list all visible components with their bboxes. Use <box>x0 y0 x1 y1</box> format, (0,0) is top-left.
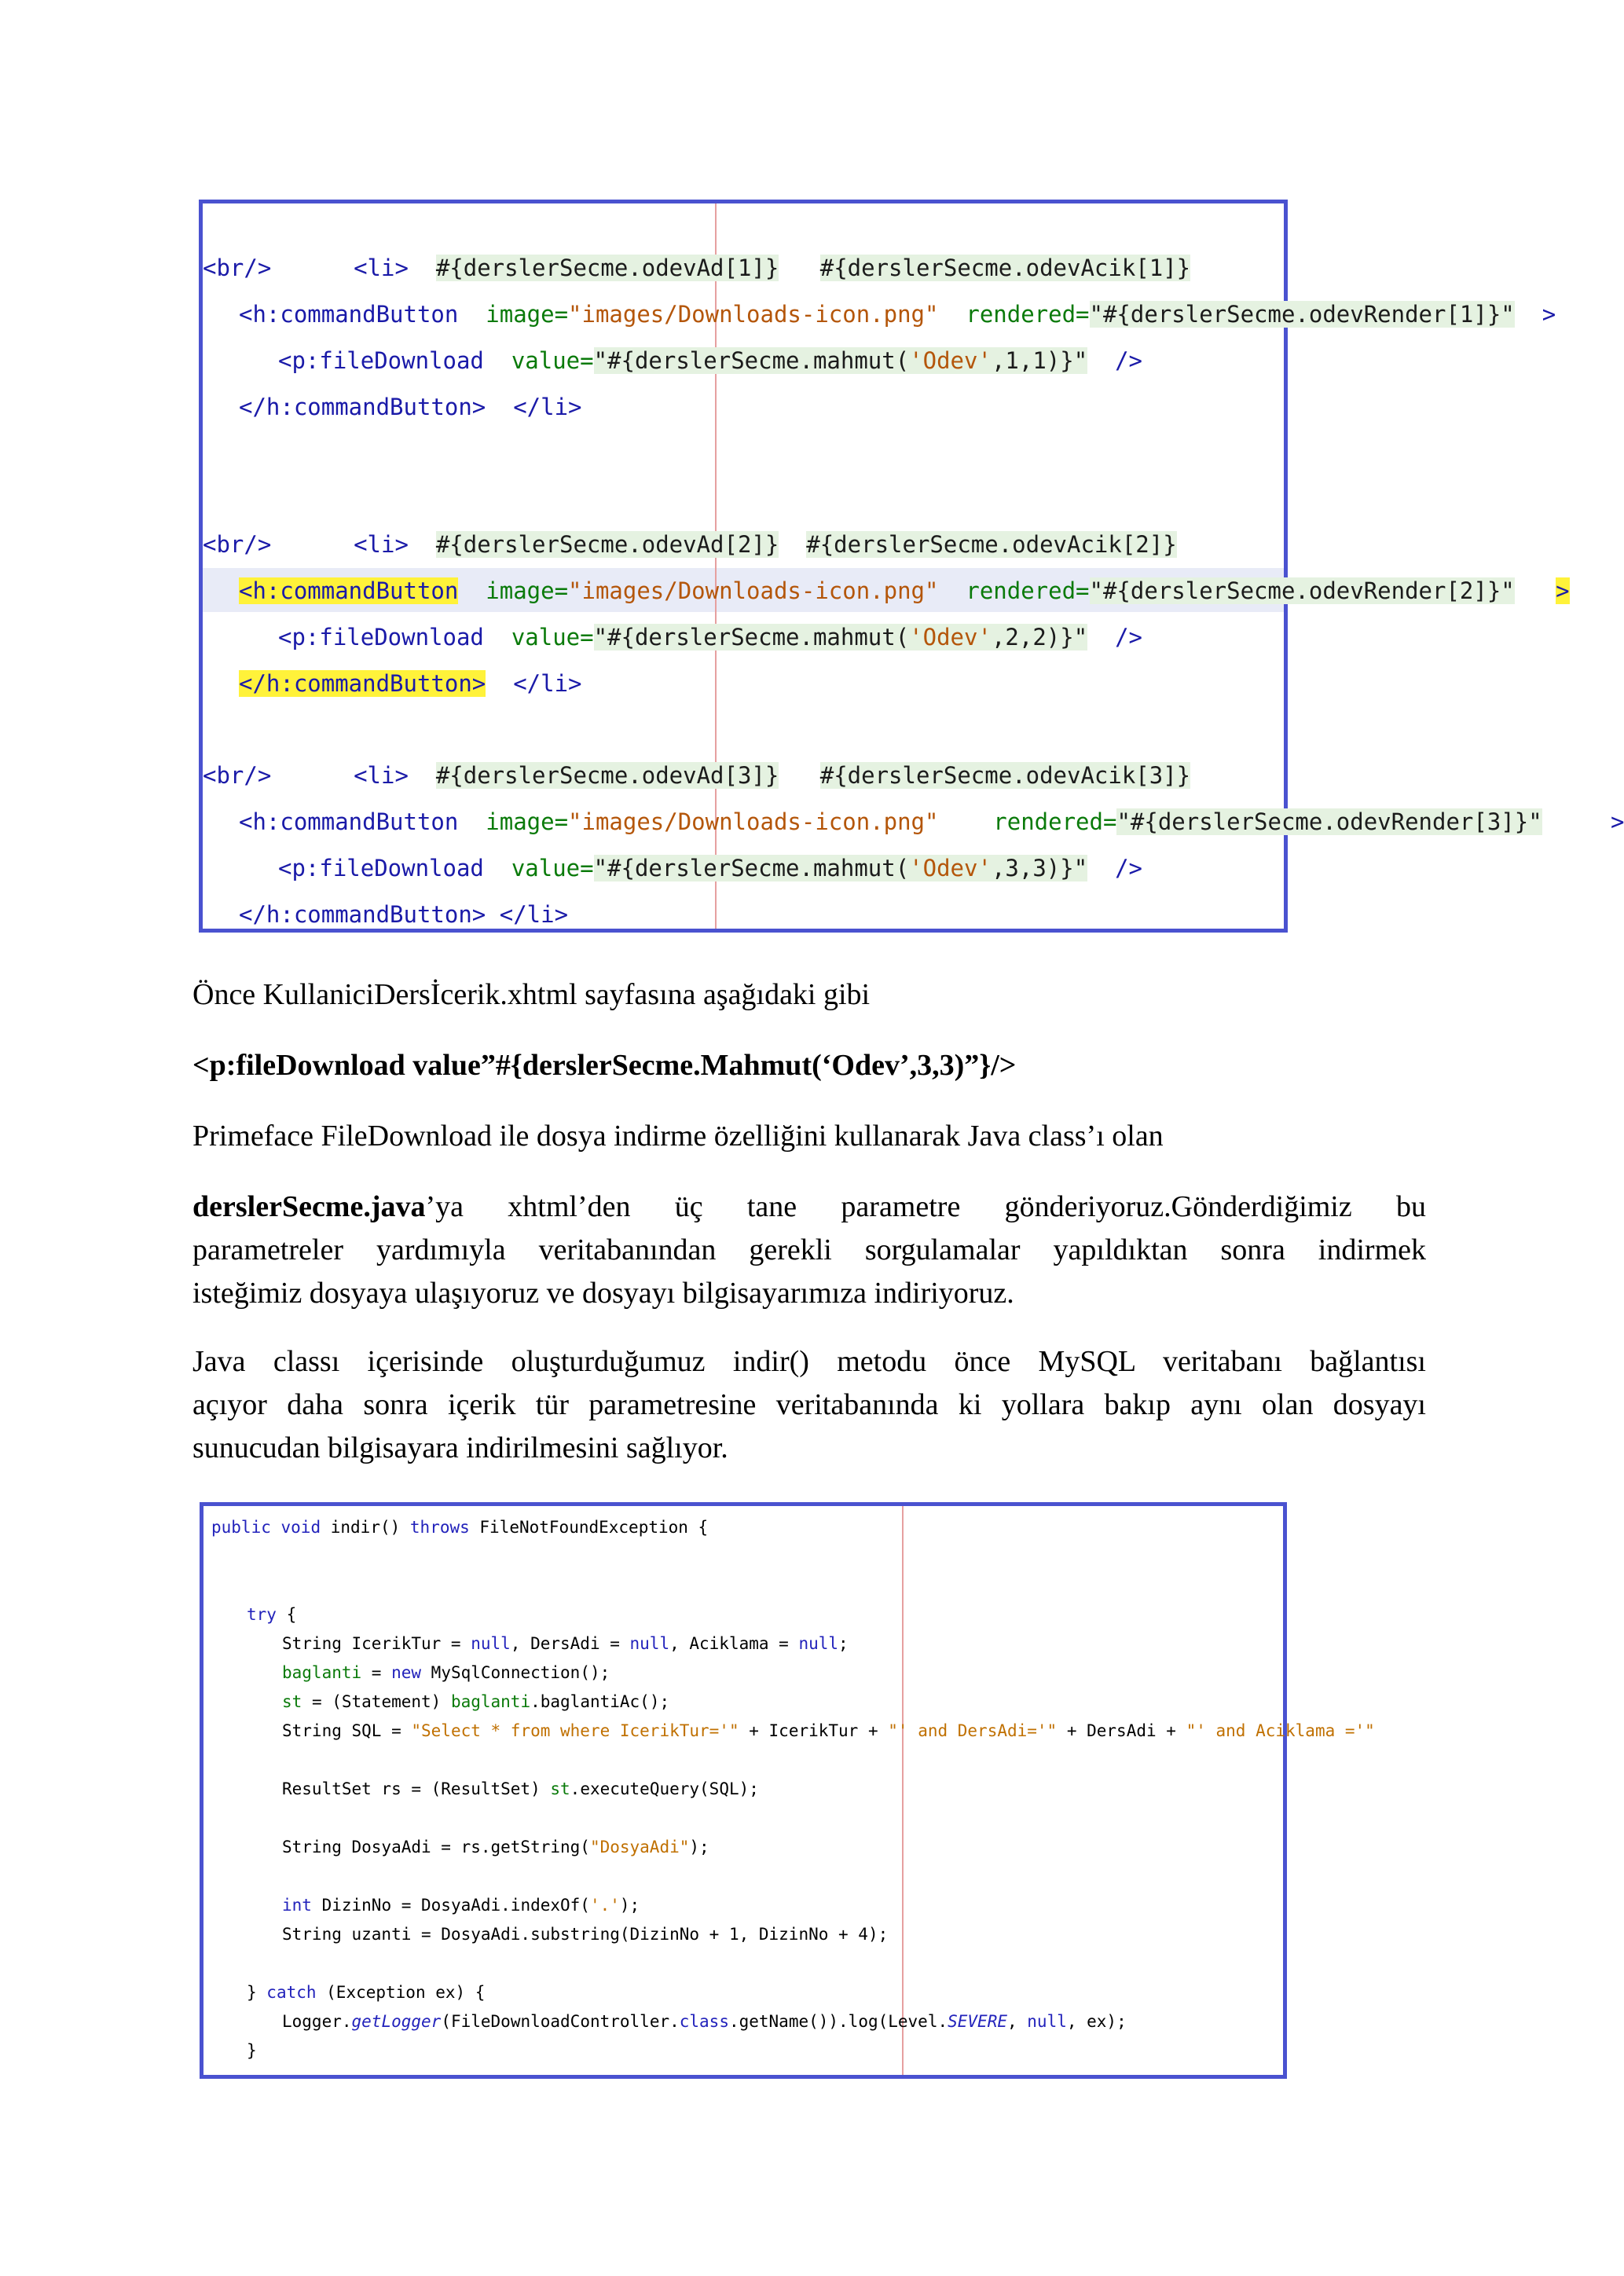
value-attr: value= <box>511 624 594 651</box>
java-code-screenshot <box>200 1502 1375 2079</box>
value-attr: value= <box>511 347 594 374</box>
code-text: ; <box>838 1634 849 1653</box>
code-line <box>247 1603 296 1626</box>
string-literal: "DosyaAdi" <box>589 1838 690 1856</box>
tag-end: > <box>1611 808 1624 835</box>
value-expr-string: 'Odev' <box>909 624 992 651</box>
code-line <box>282 1835 709 1859</box>
code-text: + IcerikTur + <box>739 1721 889 1740</box>
string-literal: "Select * from where IcerikTur='" <box>411 1721 739 1740</box>
rendered-value: "#{derslerSecme.odevRender[1]}" <box>1089 301 1515 328</box>
odevacik-expr: #{derslerSecme.odevAcik[1]} <box>819 255 1191 281</box>
br-tag: <br/> <box>203 255 272 281</box>
odevad-expr: #{derslerSecme.odevAd[3]} <box>435 762 779 789</box>
code-text: Logger. <box>282 2012 352 2031</box>
code-line <box>278 621 1142 654</box>
code-text: , ex); <box>1066 2012 1127 2031</box>
filedownload-tag: <p:fileDownload <box>278 624 484 651</box>
keyword: null <box>798 1634 839 1653</box>
string-literal: "' and DersAdi='" <box>888 1721 1058 1740</box>
paragraph-indir-line3: sunucudan bilgisayara indirilmesini sağlıyor. <box>192 1431 728 1464</box>
code-line <box>203 528 1177 561</box>
paragraph-indir-line2: açıyor daha sonra içerik tür parametresine veritabanında ki yollara bakıp aynı olan dosyayı <box>192 1388 1426 1421</box>
paragraph-indir-line1: Java classı içerisinde oluşturduğumuz indir() metodu önce MySQL veritabanı bağlantısı <box>192 1345 1426 1378</box>
code-text: } <box>247 1983 267 2002</box>
code-text: MySqlConnection(); <box>421 1663 610 1682</box>
code-text: (FileDownloadController. <box>441 2012 680 2031</box>
code-line <box>278 852 1142 885</box>
keyword: void <box>280 1518 321 1537</box>
paragraph-params-line2: parametreler yardımıyla veritabanından gerekli sorgulamalar yapıldıktan sonra indirmek <box>192 1233 1426 1266</box>
rendered-attr: rendered= <box>966 301 1090 328</box>
image-attr: image= <box>486 808 569 835</box>
keyword: public <box>211 1518 271 1537</box>
static-field: SEVERE <box>948 2012 1007 2031</box>
method-name: indir() <box>330 1518 410 1537</box>
field: baglanti <box>450 1692 531 1711</box>
commandbutton-open-tag: <h:commandButton <box>239 577 459 604</box>
li-tag: <li> <box>354 762 409 789</box>
keyword: new <box>391 1663 422 1682</box>
string-literal: "' and Aciklama ='" <box>1186 1721 1375 1740</box>
image-value: "images/Downloads-icon.png" <box>568 301 939 328</box>
self-close: /> <box>1115 855 1142 881</box>
code-line <box>239 298 1556 331</box>
code-text: = (Statement) <box>302 1692 451 1711</box>
code-line <box>239 574 1570 607</box>
code-line <box>282 2010 1127 2033</box>
image-value: "images/Downloads-icon.png" <box>568 577 939 604</box>
keyword: try <box>247 1605 277 1624</box>
commandbutton-close-tag: </h:commandButton> <box>239 901 486 928</box>
code-text: .getName()).log(Level. <box>728 2012 948 2031</box>
keyword: class <box>679 2012 729 2031</box>
br-tag: <br/> <box>203 531 272 558</box>
li-tag: <li> <box>354 531 409 558</box>
code-line <box>278 344 1142 377</box>
keyword: throws <box>409 1518 470 1537</box>
tag-end: > <box>1542 301 1556 328</box>
static-method: getLogger <box>351 2012 442 2031</box>
xhtml-code-screenshot <box>199 200 1624 933</box>
image-attr: image= <box>486 577 569 604</box>
code-line <box>282 1632 849 1655</box>
rendered-value: "#{derslerSecme.odevRender[3]}" <box>1116 808 1542 835</box>
filedownload-tag: <p:fileDownload <box>278 855 484 881</box>
paragraph-primeface: Primeface FileDownload ile dosya indirme özelliğini kullanarak Java class’ı olan <box>192 1120 1164 1153</box>
commandbutton-open-tag: <h:commandButton <box>239 808 459 835</box>
keyword: null <box>471 1634 511 1653</box>
br-tag: <br/> <box>203 762 272 789</box>
li-close-tag: </li> <box>499 901 569 928</box>
code-line <box>282 1922 888 1946</box>
code-line <box>239 667 582 700</box>
value-expr-start: "#{derslerSecme.mahmut( <box>593 624 910 651</box>
value-expr-end: ,1,1)}" <box>991 347 1088 374</box>
code-text: .executeQuery(SQL); <box>570 1779 759 1798</box>
odevad-expr: #{derslerSecme.odevAd[2]} <box>435 531 779 558</box>
margin-guide-line <box>902 1506 904 2075</box>
code-line <box>247 1981 485 2004</box>
value-expr-start: "#{derslerSecme.mahmut( <box>593 855 910 881</box>
self-close: /> <box>1115 347 1142 374</box>
field: baglanti <box>282 1663 362 1682</box>
code-text: FileNotFoundException { <box>469 1518 709 1537</box>
commandbutton-close-tag: </h:commandButton> <box>239 394 486 420</box>
code-text: (Exception ex) { <box>316 1983 486 2002</box>
keyword: int <box>282 1896 312 1915</box>
code-text: ResultSet rs = (ResultSet) <box>282 1779 551 1798</box>
rendered-attr: rendered= <box>993 808 1117 835</box>
code-text: = <box>361 1663 392 1682</box>
paragraph-params-line1 <box>192 1185 1426 1229</box>
keyword: null <box>1027 2012 1067 2031</box>
string-literal: '.' <box>589 1896 620 1915</box>
value-expr-end: ,2,2)}" <box>991 624 1088 651</box>
code-line <box>239 898 568 931</box>
value-attr: value= <box>511 855 594 881</box>
rendered-attr: rendered= <box>966 577 1090 604</box>
code-line <box>203 759 1190 792</box>
image-attr: image= <box>486 301 569 328</box>
commandbutton-close-tag: </h:commandButton> <box>239 670 486 697</box>
li-close-tag: </li> <box>513 394 582 420</box>
paragraph-params-text: ’ya xhtml’den üç tane parametre gönderiyoruz.Gönderdiğimiz bu <box>425 1190 1426 1223</box>
code-line <box>282 1690 669 1713</box>
java-class-name: derslerSecme.java <box>192 1190 426 1223</box>
odevacik-expr: #{derslerSecme.odevAcik[2]} <box>806 531 1177 558</box>
code-line <box>282 1893 640 1917</box>
field: st <box>282 1692 302 1711</box>
code-line <box>282 1719 1375 1743</box>
code-text: String uzanti = DosyaAdi.substring(DizinNo + 1, DizinNo + 4); <box>282 1925 889 1944</box>
commandbutton-open-tag: <h:commandButton <box>239 301 459 328</box>
paragraph-code-bold: <p:fileDownload value”#{derslerSecme.Mahmut(‘Odev’,3,3)”}/> <box>192 1049 1017 1082</box>
code-line <box>211 1516 708 1539</box>
code-line <box>282 1777 759 1801</box>
code-text: DizinNo = DosyaAdi.indexOf( <box>311 1896 590 1915</box>
keyword: null <box>629 1634 670 1653</box>
code-text: String IcerikTur = <box>282 1634 471 1653</box>
code-text: ); <box>619 1896 640 1915</box>
tag-end: > <box>1556 577 1570 604</box>
value-expr-string: 'Odev' <box>909 347 992 374</box>
value-expr-end: ,3,3)}" <box>991 855 1088 881</box>
paragraph-params-line3: isteğimiz dosyaya ulaşıyoruz ve dosyayı bilgisayarımıza indiriyoruz. <box>192 1277 1014 1310</box>
code-text: String DosyaAdi = rs.getString( <box>282 1838 590 1856</box>
li-close-tag: </li> <box>513 670 582 697</box>
filedownload-tag: <p:fileDownload <box>278 347 484 374</box>
code-line <box>239 805 1624 838</box>
paragraph-intro: Önce KullaniciDersİcerik.xhtml sayfasına aşağıdaki gibi <box>192 978 871 1011</box>
image-value: "images/Downloads-icon.png" <box>568 808 939 835</box>
code-text: .baglantiAc(); <box>530 1692 670 1711</box>
code-line <box>203 251 1190 284</box>
value-expr-start: "#{derslerSecme.mahmut( <box>593 347 910 374</box>
self-close: /> <box>1115 624 1142 651</box>
field: st <box>550 1779 570 1798</box>
code-text: + DersAdi + <box>1057 1721 1186 1740</box>
code-line <box>247 2039 257 2062</box>
odevacik-expr: #{derslerSecme.odevAcik[3]} <box>819 762 1191 789</box>
code-text: , Aciklama = <box>669 1634 799 1653</box>
rendered-value: "#{derslerSecme.odevRender[2]}" <box>1089 577 1515 604</box>
code-text: String SQL = <box>282 1721 412 1740</box>
code-text: , <box>1006 2012 1028 2031</box>
code-text: } <box>247 2041 257 2060</box>
code-text: ); <box>689 1838 709 1856</box>
li-tag: <li> <box>354 255 409 281</box>
value-expr-string: 'Odev' <box>909 855 992 881</box>
code-line <box>239 390 582 423</box>
code-text: , DersAdi = <box>510 1634 630 1653</box>
odevad-expr: #{derslerSecme.odevAd[1]} <box>435 255 779 281</box>
keyword: catch <box>266 1983 317 2002</box>
code-line <box>282 1661 610 1684</box>
code-text: { <box>276 1605 297 1624</box>
